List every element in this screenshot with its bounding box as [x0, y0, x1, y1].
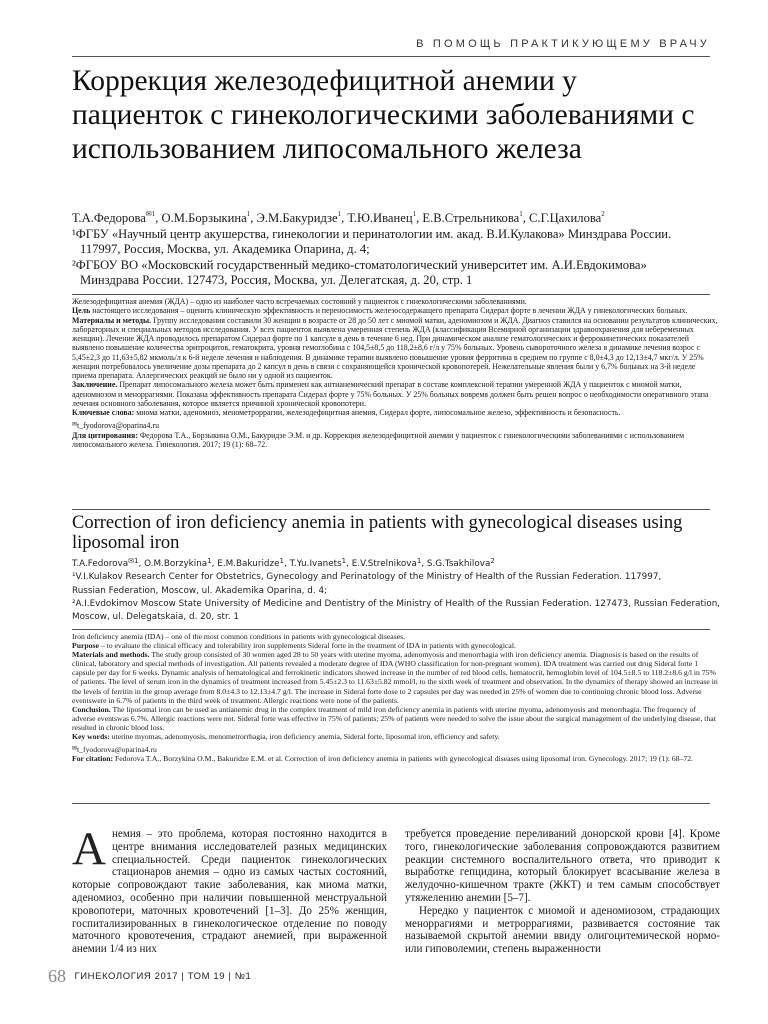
authors-block-en — [72, 558, 720, 624]
methods-text: The study group consisted of 30 women aged 28 to 50 years with uterine myoma, adenomyosis and menorrhagia with iron deficiency anemia. Diagnosis is based on the results of clinical, laboratory and special methods of investigation. All patients revealed a moderate degree of IDA (WHO classification for non-pregnant women). IDA treatment was carried out drug Sideral forte 1 capsule per day for 6 weeks. Dynamic analysis of hematological and ferrokinetic indicators showed increase in the number of red blood cells, hematocrit, hemoglobin level of 104.5±8.5 to 118.2±8.6 g/l in 75% of patients. The level of serum iron in the dynamics of treatment increased from 5.45±2.3 to 11.63±5.82 mmol/l, to the sixth week of treatment and observation. In the dynamics of therapy showed an increase in the levels of ferritin in the group average from 8.0±4.3 to 12.13±4.7 g/l. The increase in Sideral forte dose to 2 capsules per day was needed in 25% of women due to continuing chronic blood loss. Adverse eventswere in 6.7% of patients in the third week of treatment. Allergic reactions were none of the patients. — [72, 650, 718, 705]
abstract-purpose — [72, 641, 720, 650]
body-paragraph: требуется проведение переливаний донорской крови [4]. Кроме того, гинекологические заболевания сопровождаются развитием реакции системного воспалительного ответа, что приводит к выработке гепцидина, который блокирует всасывание железа в желудочно-кишечном тракте (ЖКТ) и тем самым способствует утяжелению анемии [5–7]. — [405, 828, 720, 904]
affiliation-1-line-1: ¹ФГБУ «Научный центр акушерства, гинекологии и перинатологии им. акад. В.И.Кулакова» Минздрава России. — [72, 226, 672, 241]
keywords-text: uterine myomas, adenomyosis, menometrorrhagia, iron deficiency anemia, Sideral forte, liposomal iron, efficiency and safety. — [111, 732, 500, 742]
journal-info: ГИНЕКОЛОГИЯ 2017 | ТОМ 19 | №1 — [74, 971, 252, 982]
author-affiliation-mark: 1 — [246, 210, 251, 218]
author-name: E.M.Bakuridze — [217, 559, 280, 569]
envelope-icon: ✉ — [72, 746, 78, 753]
author-name: Т.А.Федорова — [72, 211, 146, 225]
author-name: Т.Ю.Иванец — [347, 211, 413, 225]
affiliation-2-line-1-en: ²A.I.Evdokimov Moscow State University of Medicine and Dentistry of the Ministry of Health of the Russian Federation. 127473, Russian Federation, — [72, 598, 721, 609]
conclusion-label: Conclusion. — [72, 704, 111, 714]
abstract-en — [72, 632, 720, 763]
conclusion-label: Заключение. — [72, 380, 118, 390]
abstract-methods — [72, 650, 720, 705]
affiliation-1-line-1-en: ¹V.I.Kulakov Research Center for Obstetrics, Gynecology and Perinatology of the Ministry of Health of the Russian Federation. 117997, — [72, 572, 662, 583]
drop-cap: А — [72, 823, 106, 875]
author-affiliation-mark: 1 — [279, 557, 284, 565]
methods-label: Материалы и методы. — [72, 315, 152, 325]
contact-email — [72, 421, 720, 430]
body-column-left — [72, 823, 387, 956]
affiliation-1-line-2-en: Russian Federation, Moscow, ul. Akademika Oparina, d. 4; — [72, 585, 328, 596]
purpose-label: Purpose — [72, 641, 99, 651]
citation — [72, 431, 720, 450]
affiliation-1-line-2: 117997, Россия, Москва, ул. Академика Опарина, д. 4; — [80, 242, 370, 257]
abstract-methods — [72, 316, 720, 381]
conclusion-text: Препарат липосомального железа может быть применен как антианемический препарат в составе комплексной терапии умеренной ЖДА у пациенток с миомой матки, аденомиозом и меноррагиями. Показана эффективность препарата Сидерал форте у 75% больных. У 25% больных вовремя должен быть решен вопрос о необходимости оперативного этапа лечения основного заболевания, которое является причиной хронической кровопотери. — [72, 380, 709, 408]
author-name: О.М.Борзыкина — [161, 211, 247, 225]
author-affiliation-mark: 1 — [341, 557, 347, 565]
author-name: T.A.Fedorova — [72, 559, 129, 569]
author-name: T.Yu.Ivanets — [289, 559, 342, 569]
citation-label: For citation: — [72, 754, 114, 764]
abstract-rule-top-ru — [72, 294, 710, 295]
abstract-keywords — [72, 732, 720, 741]
abstract-intro: Железодефицитная анемия (ЖДА) – одно из наиболее часто встречаемых состояний у пациенток с гинекологическими заболеваниями. — [72, 297, 527, 306]
author-affiliation-mark: 1 — [207, 557, 212, 565]
page-number: 68 — [48, 966, 66, 986]
article-title-ru: Коррекция железодефицитной анемии у пациенток с гинекологическими заболеваниями с использованием липосомального железа — [72, 65, 695, 165]
author-name: O.M.Borzykina — [144, 559, 208, 569]
keywords-text: миома матки, аденомиоз, менометроррагии, железодефицитная анемия, Сидерал форте, липосомальное железо, эффективность и безопасность. — [136, 408, 621, 417]
abstract-rule-top-en — [72, 629, 710, 630]
author-affiliation-mark: ✉1 — [128, 557, 139, 565]
purpose-text: – to evaluate the clinical efficacy and tolerability iron supplements Sideral forte in the treatment of IDA in patients with gynecological. — [100, 641, 516, 651]
purpose-label: Цель — [72, 306, 91, 316]
citation-text: Федорова Т.А., Борзыкина О.М., Бакуридзе Э.М. и др. Коррекция железодефицитной анемии у пациенток с гинекологическими заболеваниями с использованием липосомального железа. Гинекология. 2017; 19 (1): 68–72. — [72, 430, 685, 449]
affiliation-2-line-2: Минздрава России. 127473, Россия, Москва, ул. Делегатская, д. 20, стр. 1 — [80, 273, 473, 288]
author-affiliation-mark: 2 — [601, 210, 605, 218]
author-list-ru: Т.А.Федорова$^{✉1}$, О.М.Борзыкина$^1$, Э.М.Бакуридзе$^1$, Т.Ю.Иванец$^1$, Е.В.Стрельникова$^1$, С.Г.Цахилова$^2$ — [72, 210, 605, 225]
author-name: Е.В.Стрельникова — [422, 211, 520, 225]
affiliation-2-line-1: ²ФГБОУ ВО «Московский государственный медико-стоматологический университет им. А.И.Евдокимова» — [72, 257, 647, 272]
affiliation-2-line-2-en: Moscow, ul. Delegatskaia, d. 20, str. 1 — [72, 612, 239, 623]
citation-text: Fedorova T.A., Borzykina O.M., Bakuridze E.M. et al. Correction of iron deficiency anemia in patients with gynecological diseases using liposomal iron. Gynecology. 2017; 19 (1): 68–72. — [114, 754, 693, 764]
conclusion-text: The liposomal iron can be used as antianemic drug in the complex treatment of mild iron deficiency anemia in patients with uterine myoma, adenomyosis and menorrhagia. The frequency of adverse eventswas 6.7%. Allergic reactions were not. Sideral forte was effective in 75% of patients; 25% of patients were needed to solve the issue about the surgical management of the underlying disease, that resulted in chronic blood loss. — [72, 704, 716, 732]
body-paragraph — [72, 823, 387, 956]
author-name: Э.М.Бакуридзе — [256, 211, 338, 225]
author-affiliation-mark: 1 — [337, 210, 342, 218]
abstract-ru — [72, 297, 720, 449]
abstract-conclusion — [72, 705, 720, 732]
body-paragraph: Нередко у пациенток с миомой и аденомиозом, страдающих меноррагиями и метроррагиями, развивается состояние так называемой скрытой анемии ввиду олигоцитемической нормо- или гиповолемии, степень выраженности — [405, 904, 720, 956]
keywords-label: Key words: — [72, 732, 110, 742]
section-heading: В ПОМОЩЬ ПРАКТИКУЮЩЕМУ ВРАЧУ — [416, 38, 710, 50]
body-text: немия – это проблема, которая постоянно находится в центре внимания исследователей разных медицинских специальностей. Среди пациенток гинекологических стационаров анемия – одно из самых частых состояний, которые сопровождают такие заболевания, как миома матки, аденомиоз, особенно при наличии повышенной менструальной кровопотери, маточных кровотечений [1–3]. До 25% женщин, госпитализированных в гинекологическое отделение по поводу маточного кровотечения, страдают анемией, при выраженной анемии 1/4 из них — [72, 828, 387, 956]
envelope-icon: ✉ — [72, 422, 78, 429]
author-affiliation-mark: 1 — [519, 210, 523, 218]
contact-email — [72, 745, 720, 754]
page-footer — [48, 966, 251, 987]
author-affiliation-mark: ✉1 — [145, 210, 156, 218]
author-name: С.Г.Цахилова — [529, 211, 602, 225]
methods-text: Группу исследования составили 30 женщин в возрасте от 28 до 50 лет с миомой матки, аденомиозом и ЖДА. Диагноз ставился на основании результатов клинических, лабораторных и специальных методов исследования. У всех пациенток выявлена умеренная степень ЖДА (классификация Всемирной организации здравоохранения для небеременных женщин). Лечение ЖДА проводилось препаратом Сидерал форте по 1 капсуле в день в течение 6 нед. При динамическом анализе гематологических и феррокинетических показателей выявлено повышение количества эритроцитов, гематокрита, уровня гемоглобина с 104,5±8,5 до 118,2±8,6 г/л у 75% больных. Уровень сывороточного железа в динамике лечения возрос с 5,45±2,3 до 11,63±5,82 мкмоль/л к 6-й неделе лечения и наблюдения. В динамике терапии выявлено повышение уровня ферритина в среднем по группе с 8,0±4,3 до 12,13±4,7 мкг/л. У 25% женщин потребовалось увеличение дозы препарата до 2 капсул в день в связи с сохраняющейся хронической кровопотерей. Нежелательные явления были у 6,7% больных на 3-й неделе приема препарата. Аллергических реакций не было ни у одной из пациенток. — [72, 315, 718, 380]
author-name: E.V.Strelnikova — [351, 559, 417, 569]
abstract-purpose — [72, 306, 720, 315]
authors-block-ru — [72, 211, 720, 289]
citation-label: Для цитирования: — [72, 430, 138, 440]
article-title-en: Correction of iron deficiency anemia in patients with gynecological diseases using liposomal iron — [72, 513, 683, 553]
author-affiliation-mark: 1 — [416, 557, 422, 565]
abstract-keywords — [72, 408, 720, 417]
email-link[interactable]: t_fyodorova@oparina4.ru — [77, 421, 160, 431]
email-link[interactable]: t_fyodorova@oparina4.ru — [77, 745, 157, 755]
purpose-text: настоящего исследования – оценить клиническую эффективность и переносимость железосодержащего препарата Сидерал форте в лечении ЖДА у гинекологических больных. — [92, 306, 688, 316]
keywords-label: Ключевые слова: — [72, 408, 135, 417]
author-name: S.G.Tsakhilova — [426, 559, 491, 569]
author-affiliation-mark: 2 — [490, 557, 495, 565]
citation — [72, 754, 720, 763]
body-column-right — [405, 828, 720, 956]
abstract-rule-bottom-en — [72, 803, 710, 804]
methods-label: Materials and methods. — [72, 650, 150, 660]
header-rule — [72, 56, 710, 57]
abstract-intro: Iron deficiency anemia (IDA) – one of the most common conditions in patients with gynecological diseases. — [72, 632, 406, 641]
abstract-conclusion — [72, 380, 720, 408]
abstract-rule-bottom-ru — [72, 509, 710, 510]
author-list-en: T.A.Fedorova$^{✉1}$, O.M.Borzykina$^1$, E.M.Bakuridze$^1$, T.Yu.Ivanets$^1$, E.V.Strelnikova$^1$, S.G.Tsakhilova$^2$ — [72, 557, 495, 569]
author-affiliation-mark: 1 — [412, 210, 417, 218]
